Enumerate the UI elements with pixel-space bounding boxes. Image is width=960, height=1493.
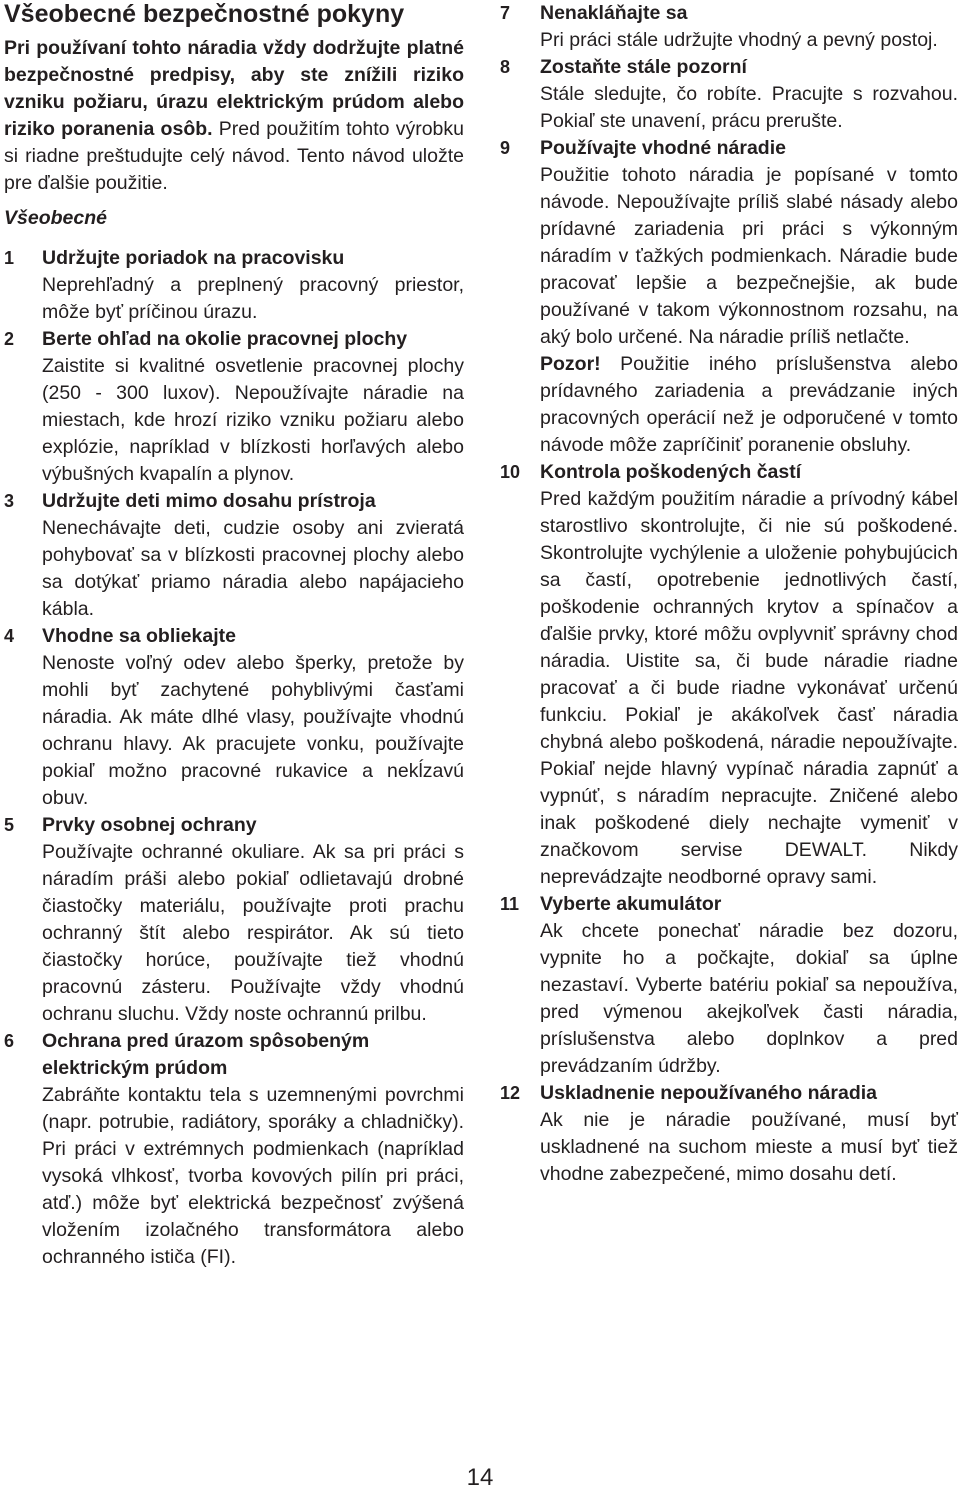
item-number: 12 [500,1083,521,1103]
intro-rest: Pred použitím tohto výrobku si riadne preštudujte celý návod. Tento návod uložte pre ďalšie použitie. [4,118,464,194]
right-column [500,0,958,1188]
safety-item [4,623,464,812]
page-number: 14 [466,1464,494,1491]
item-number: 1 [4,248,15,268]
item-number: 8 [500,57,511,77]
item-number: 10 [500,462,521,482]
safety-item [500,1080,958,1188]
safety-item [4,488,464,623]
item-title: Berte ohľad na okolie pracovnej plochy [42,328,408,350]
item-body: Zabráňte kontaktu tela s uzemnenými povrchmi (napr. potrubie, radiátory, sporáky a chladničky). Pri práci v extrémnych podmienkach (napríklad vysoká vlhkosť, tvorba kovových pilín pri práci, atď.) môže byť elektrická bezpečnosť zvýšená vložením izolačného transformátora alebo ochranného ističa (FI). [42,1084,464,1268]
item-number: 7 [500,3,511,23]
safety-item [500,891,958,1080]
safety-item [500,0,958,54]
item-number: 11 [500,894,520,914]
item-body: Pred každým použitím náradie a prívodný kábel starostlivo skontrolujte, či nie sú poškodené. Skontrolujte vychýlenie a uloženie pohybujúcich sa častí, opotrebenie jednotlivých častí, poškodenie ochranných krytov a spínačov a ďalšie prvky, ktoré môžu ovplyvniť správny chod náradia. Uistite sa, či bude náradie riadne pracovať a či bude riadne vykonávať určenú funkciu. Pokiaľ je akákoľvek časť náradia chybná alebo poškodená, náradie nepoužívajte. Pokiaľ nejde hlavný vypínač náradia zapnúť a vypnúť, s náradím nepracujte. Zničené alebo inak poškodené diely nechajte vymeniť v značkovom servise DEWALT. Nikdy neprevádzajte neodborné opravy sami. [540,488,958,888]
intro-paragraph [4,35,464,197]
section-heading: Všeobecné [4,207,107,229]
item-body: Nenechávajte deti, cudzie osoby ani zvieratá pohybovať sa v blízkosti pracovnej plochy alebo sa dotýkať priamo náradia alebo napájacieho kábla. [42,517,464,620]
item-number: 4 [4,626,15,646]
item-number: 9 [500,138,511,158]
safety-item [500,135,958,459]
item-number: 3 [4,491,15,511]
item-title: Nenakláňajte sa [540,2,688,24]
safety-item [4,1028,464,1271]
item-body: Nenoste voľný odev alebo šperky, pretože by mohli byť zachytené pohyblivými časťami náradia. Ak máte dlhé vlasy, používajte vhodnú ochranu hlavy. Ak pracujete vonku, používajte pokiaľ možno pracovné rukavice a nekĺzavú obuv. [42,652,464,809]
item-title: Používajte vhodné náradie [540,137,786,159]
item-body: Ak nie je náradie používané, musí byť uskladnené na suchom mieste a musí byť tiež vhodne zabezpečené, mimo dosahu detí. [540,1109,958,1185]
safety-item [500,459,958,891]
safety-item [4,245,464,326]
item-body: Používajte ochranné okuliare. Ak sa pri práci s náradím práši alebo pokiaľ odlietavajú drobné čiastočky materiálu, používajte proti prachu ochranný štít alebo respirátor. Ak sú tieto čiastočky horúce, používajte tiež vhodnú pracovnú zásteru. Používajte vždy vhodnú ochranu sluchu. Vždy noste ochrannú prilbu. [42,841,464,1025]
safety-item [4,812,464,1028]
warning-label: Pozor! [540,353,601,375]
item-title: Ochrana pred úrazom spôsobeným elektrickým prúdom [42,1030,370,1079]
item-title: Kontrola poškodených častí [540,461,802,483]
item-title: Vhodne sa obliekajte [42,625,236,647]
safety-item [500,54,958,135]
safety-item [4,326,464,488]
item-title: Prvky osobnej ochrany [42,814,257,836]
item-number: 5 [4,815,15,835]
item-body: Ak chcete ponechať náradie bez dozoru, vypnite ho a počkajte, dokiaľ sa úplne nezastaví. Vyberte batériu pokiaľ sa nepoužíva, pred výmenou akejkoľvek časti náradia, príslušenstva alebo doplnkov a pred prevádzaním údržby. [540,920,958,1077]
warning-text: Použitie iného príslušenstva alebo prídavného zariadenia a prevádzanie iných pracovných operácií než je odporučené v tomto návode môže zapríčiniť poranenie obsluhy. [540,353,958,456]
item-body: Stále sledujte, čo robíte. Pracujte s rozvahou. Pokiaľ ste unavení, prácu prerušte. [540,83,958,132]
item-title: Uskladnenie nepoužívaného náradia [540,1082,878,1104]
item-title: Vyberte akumulátor [540,893,722,915]
intro-bold: Pri používaní tohto náradia vždy dodržujte platné bezpečnostné predpisy, aby ste znížili riziko vzniku požiaru, úrazu elektrickým prúdom alebo riziko poranenia osôb. [4,37,464,140]
warning-paragraph [540,351,958,459]
item-body: Zaistite si kvalitné osvetlenie pracovnej plochy (250 - 300 luxov). Nepoužívajte náradie na miestach, kde hrozí riziko vzniku požiaru alebo explózie, napríklad v blízkosti horľavých alebo výbušných kvapalín a plynov. [42,355,464,485]
item-title: Zostaňte stále pozorní [540,56,747,78]
item-body: Neprehľadný a preplnený pracovný priestor, môže byť príčinou úrazu. [42,274,464,323]
item-title: Udržujte deti mimo dosahu prístroja [42,490,376,512]
item-number: 6 [4,1031,15,1051]
item-title: Udržujte poriadok na pracovisku [42,247,345,269]
item-number: 2 [4,329,15,349]
page-title: Všeobecné bezpečnostné pokyny [4,0,405,28]
item-body: Použitie tohoto náradia je popísané v tomto návode. Nepoužívajte príliš slabé násady alebo prídavné zariadenia pri práci s výkonným náradím v ťažkých podmienkach. Náradie bude pracovať lepšie a bezpečnejšie, ak bude používané v takom výkonnostnom rozsahu, na aký bolo určené. Na náradie príliš netlačte. [540,164,958,348]
item-body: Pri práci stále udržujte vhodný a pevný postoj. [540,29,938,51]
left-column [4,0,464,1271]
